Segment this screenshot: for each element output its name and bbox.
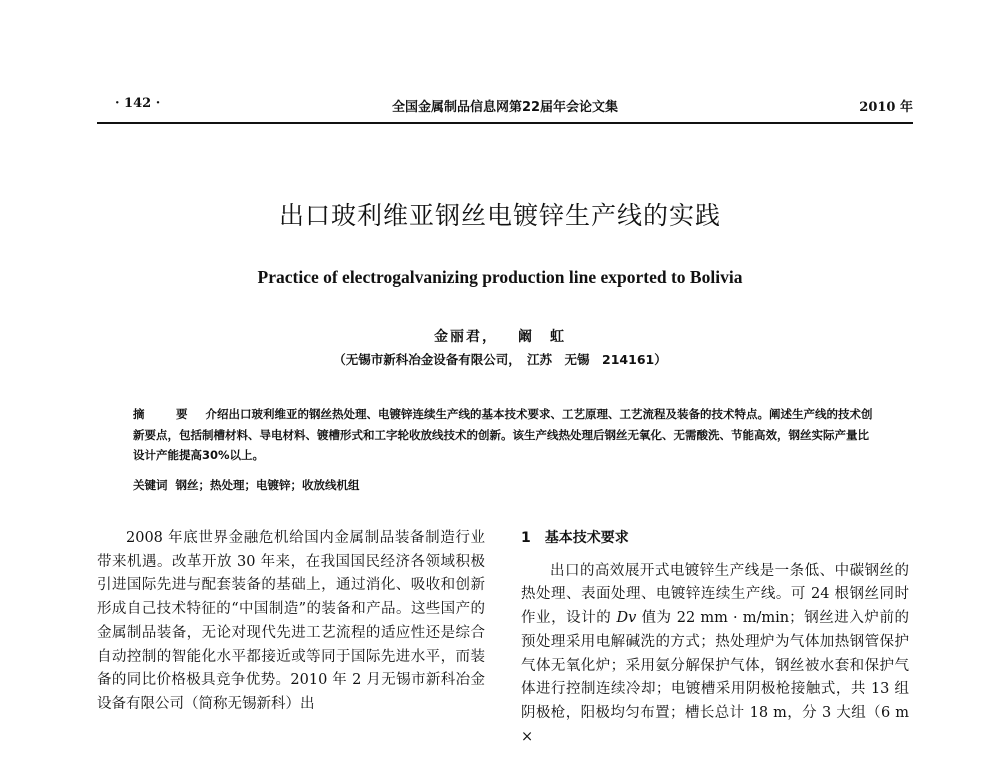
section-paragraph-part1: 出口的高效展开式电镀锌生产线是一条低、中碳钢丝的热处理、表面处理、电镀锌连续生产线。可 24 根钢丝同时作业，设计的	[521, 562, 909, 627]
abstract	[133, 404, 878, 466]
section-heading	[521, 527, 909, 551]
header-rule	[97, 122, 913, 124]
dv-symbol: Dv	[616, 610, 637, 627]
journal-title: 全国金属制品信息网第22届年会论文集	[391, 100, 619, 115]
section-paragraph	[521, 560, 909, 750]
body-column-right	[521, 527, 909, 749]
author-2: 阚 虹	[518, 329, 566, 345]
abstract-text: 介绍出口玻利维亚的钢丝热处理、电镀锌连续生产线的基本技术要求、工艺原理、工艺流程及装备的技术特点。阐述生产线的技术创新要点，包括制槽材料、导电材料、镀槽形式和工字轮收放线技术的创新。该生产线热处理后钢丝无氧化、无需酸洗、节能高效，钢丝实际产量比设计产能提高30%以上。	[133, 407, 873, 462]
keywords	[133, 475, 878, 495]
intro-paragraph: 2008 年底世界金融危机给国内金属制品装备制造行业带来机遇。改革开放 30 年来，在我国国民经济各领域积极引进国际先进与配套装备的基础上，通过消化、吸收和创新形成自己技术特征的“中国制造”的装备和产品。这些国产的金属制品装备，无论对现代先进工艺流程的适应性还是综合自动控制的智能化水平都接近或等同于国际先进水平，而装备的同比价格极具竞争优势。2010 年 2 月无锡市新科冶金设备有限公司（简称无锡新科）出	[97, 530, 485, 712]
abstract-label: 摘 要	[133, 407, 198, 421]
section-paragraph-part2: 值为 22 mm · m/min；钢丝进入炉前的预处理采用电解碱洗的方式；热处理炉为气体加热钢管保护气体无氧化炉；采用氨分解保护气体，钢丝被水套和保护气体进行控制连续冷却；电镀槽采用阴极枪接触式，共 13 组阴极枪，阳极均匀布置；槽长总计 18 m，分 3 大组（6 m ×	[521, 610, 910, 745]
keywords-label: 关键词	[133, 478, 168, 492]
publication-year: 2010 年	[859, 100, 913, 115]
authors	[0, 326, 1000, 346]
body-column-left	[97, 527, 485, 717]
paper-title-chinese: 出口玻利维亚钢丝电镀锌生产线的实践	[278, 201, 721, 230]
section-title: 基本技术要求	[544, 530, 629, 546]
paper-title-english: Practice of electrogalvanizing production line exported to Bolivia	[257, 267, 743, 287]
section-number: 1	[521, 530, 531, 546]
keywords-text: 钢丝；热处理；电镀锌；收放线机组	[175, 478, 360, 492]
author-1: 金丽君，	[434, 329, 498, 345]
running-header	[97, 96, 913, 118]
page-number: · 142 ·	[115, 96, 161, 111]
affiliation: （无锡市新科冶金设备有限公司， 江苏 无锡 214161）	[333, 352, 667, 367]
